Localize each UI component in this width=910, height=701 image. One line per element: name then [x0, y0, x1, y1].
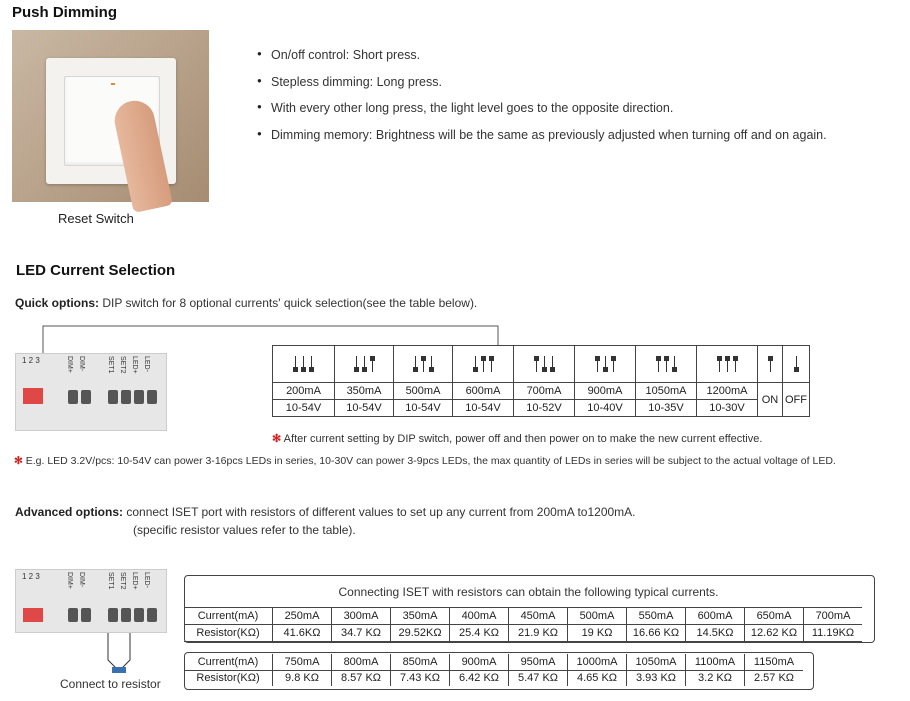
driver-device-quick: [15, 353, 167, 431]
resistor-cell: 16.66 KΩ: [627, 625, 686, 642]
current-cell: 200mA: [273, 383, 335, 400]
dip-pattern-cell: [394, 346, 453, 383]
terminal-screw: [134, 390, 144, 404]
current-cell: 400mA: [450, 608, 509, 625]
resistor-cell: 29.52KΩ: [391, 625, 450, 642]
voltage-cell: 10-54V: [273, 400, 335, 417]
current-cell: 1050mA: [636, 383, 697, 400]
resistor-cell: 12.62 KΩ: [745, 625, 804, 642]
terminal-label-led-plus: LED+: [131, 356, 138, 374]
note-power-cycle: [272, 432, 762, 445]
bullet-memory: ● Dimming memory: Brightness will be the same as previously adjusted when turning off and on again.: [257, 128, 827, 155]
terminal-screw: [108, 608, 118, 622]
current-cell: 1050mA: [627, 654, 686, 670]
current-cell: 550mA: [627, 608, 686, 625]
led-current-title: LED Current Selection: [16, 262, 176, 279]
note-led-example: [14, 455, 836, 467]
note-led-example-text: E.g. LED 3.2V/pcs: 10-54V can power 3-16pcs LEDs in series, 10-30V can power 3-9pcs LEDs, the max quantity of LEDs in series will be subject to the actual voltage of LED.: [25, 455, 836, 467]
terminal-screw: [81, 390, 91, 404]
push-dimming-title: Push Dimming: [12, 4, 118, 21]
dip-switch-block: [23, 608, 43, 622]
terminal-label-led-minus: LED-: [143, 356, 150, 372]
terminal-screw: [108, 390, 118, 404]
current-cell: 1000mA: [568, 654, 627, 670]
photo-caption: Reset Switch: [58, 211, 134, 226]
resistor-table-2: [184, 654, 803, 686]
current-cell: 1150mA: [745, 654, 804, 670]
resistor-cell: 4.65 KΩ: [568, 670, 627, 686]
current-cell: 1100mA: [686, 654, 745, 670]
asterisk-icon: ✻: [14, 455, 23, 467]
voltage-row: [273, 400, 810, 417]
resistor-cell: 5.47 KΩ: [509, 670, 568, 686]
dip-pattern-cell: [514, 346, 575, 383]
terminal-screw: [121, 608, 131, 622]
quick-options-label: Quick options:: [15, 296, 99, 310]
current-cell: 750mA: [273, 654, 332, 670]
current-cell: 900mA: [450, 654, 509, 670]
current-cell: 450mA: [509, 608, 568, 625]
advanced-options-subtext: (specific resistor values refer to the table).: [133, 523, 356, 537]
on-label: ON: [758, 383, 783, 417]
driver-device-advanced: [15, 569, 167, 633]
current-cell: 300mA: [332, 608, 391, 625]
terminal-screw: [147, 390, 157, 404]
row-label-current: Current(mA): [184, 654, 273, 670]
resistor-cell: 41.6KΩ: [273, 625, 332, 642]
resistor-cell: 11.19KΩ: [804, 625, 863, 642]
resistor-cell: 8.57 KΩ: [332, 670, 391, 686]
current-cell: 600mA: [453, 383, 514, 400]
current-cell: 600mA: [686, 608, 745, 625]
asterisk-icon: ✻: [272, 433, 282, 445]
terminal-label-dim-minus: DIM-: [78, 572, 85, 588]
voltage-cell: 10-54V: [394, 400, 453, 417]
dip-numbers: 1 2 3: [22, 356, 40, 365]
current-cell: 500mA: [394, 383, 453, 400]
dip-switch-block: [23, 388, 43, 404]
dip-pattern-cell: [575, 346, 636, 383]
bullet-direction: ● With every other long press, the light level goes to the opposite direction.: [257, 101, 827, 128]
resistor-cell: 3.2 KΩ: [686, 670, 745, 686]
current-cell: 500mA: [568, 608, 627, 625]
dip-pattern-cell: [636, 346, 697, 383]
resistor-cell: 14.5KΩ: [686, 625, 745, 642]
voltage-cell: 10-40V: [575, 400, 636, 417]
voltage-cell: 10-54V: [335, 400, 394, 417]
resistor-cell: 9.8 KΩ: [273, 670, 332, 686]
dip-pattern-row: [273, 346, 810, 383]
terminal-label-dim-minus: DIM-: [78, 356, 85, 372]
advanced-options-label: Advanced options:: [15, 505, 124, 519]
resistor-table-1: [184, 607, 862, 642]
terminal-label-set1: SET1: [107, 572, 114, 590]
terminal-label-set2: SET2: [119, 572, 126, 590]
dip-pattern-cell: [453, 346, 514, 383]
current-cell: 1200mA: [697, 383, 758, 400]
terminal-screw: [81, 608, 91, 622]
current-cell: 350mA: [391, 608, 450, 625]
resistor-cell: 34.7 KΩ: [332, 625, 391, 642]
terminal-screw: [134, 608, 144, 622]
voltage-cell: 10-52V: [514, 400, 575, 417]
dip-switch-table: [272, 345, 810, 417]
resistor-table-2-resistor-row: [184, 670, 803, 686]
bullet-onoff: ● On/off control: Short press.: [257, 48, 827, 75]
quick-options-text: DIP switch for 8 optional currents' quick selection(see the table below).: [102, 296, 478, 310]
resistor-cell: 2.57 KΩ: [745, 670, 804, 686]
dip-on-symbol: [758, 346, 783, 383]
dip-pattern-cell: [335, 346, 394, 383]
terminal-label-led-plus: LED+: [131, 572, 138, 590]
off-label: OFF: [783, 383, 810, 417]
voltage-cell: 10-30V: [697, 400, 758, 417]
current-cell: 700mA: [804, 608, 863, 625]
advanced-options-line: [15, 505, 636, 519]
resistor-table-2-current-row: [184, 654, 803, 670]
resistor-cell: 3.93 KΩ: [627, 670, 686, 686]
terminal-label-set1: SET1: [107, 356, 114, 374]
terminal-label-set2: SET2: [119, 356, 126, 374]
dip-pattern-cell: [697, 346, 758, 383]
dip-pattern-cell: [273, 346, 335, 383]
resistor-table-1-resistor-row: [184, 625, 862, 642]
resistor-table-title: Connecting ISET with resistors can obtain the following typical currents.: [338, 585, 719, 599]
current-cell: 700mA: [514, 383, 575, 400]
terminal-screw: [68, 390, 78, 404]
current-cell: 250mA: [273, 608, 332, 625]
current-cell: 950mA: [509, 654, 568, 670]
current-cell: 850mA: [391, 654, 450, 670]
terminal-screw: [147, 608, 157, 622]
current-cell: 650mA: [745, 608, 804, 625]
dip-numbers: 1 2 3: [22, 572, 40, 581]
resistor-cell: 25.4 KΩ: [450, 625, 509, 642]
dip-off-symbol: [783, 346, 810, 383]
resistor-cell: 19 KΩ: [568, 625, 627, 642]
terminal-label-led-minus: LED-: [143, 572, 150, 588]
advanced-options-text: connect ISET port with resistors of different values to set up any current from 200mA to1200mA.: [126, 505, 636, 519]
current-cell: 900mA: [575, 383, 636, 400]
terminal-label-dim-plus: DIM+: [66, 356, 73, 373]
voltage-cell: 10-35V: [636, 400, 697, 417]
resistor-cell: 7.43 KΩ: [391, 670, 450, 686]
resistor-cell: 6.42 KΩ: [450, 670, 509, 686]
terminal-screw: [68, 608, 78, 622]
resistor-table-1-current-row: [184, 608, 862, 625]
current-row: [273, 383, 810, 400]
bullet-stepless: ● Stepless dimming: Long press.: [257, 75, 827, 102]
note-power-cycle-text: After current setting by DIP switch, power off and then power on to make the new current effective.: [283, 433, 763, 445]
current-cell: 800mA: [332, 654, 391, 670]
current-cell: 350mA: [335, 383, 394, 400]
row-label-current: Current(mA): [184, 608, 273, 625]
terminal-label-dim-plus: DIM+: [66, 572, 73, 589]
row-label-resistor: Resistor(KΩ): [184, 625, 273, 642]
row-label-resistor: Resistor(KΩ): [184, 670, 273, 686]
voltage-cell: 10-54V: [453, 400, 514, 417]
resistor-cell: 21.9 KΩ: [509, 625, 568, 642]
terminal-screw: [121, 390, 131, 404]
connect-to-resistor-label: Connect to resistor: [60, 677, 161, 691]
